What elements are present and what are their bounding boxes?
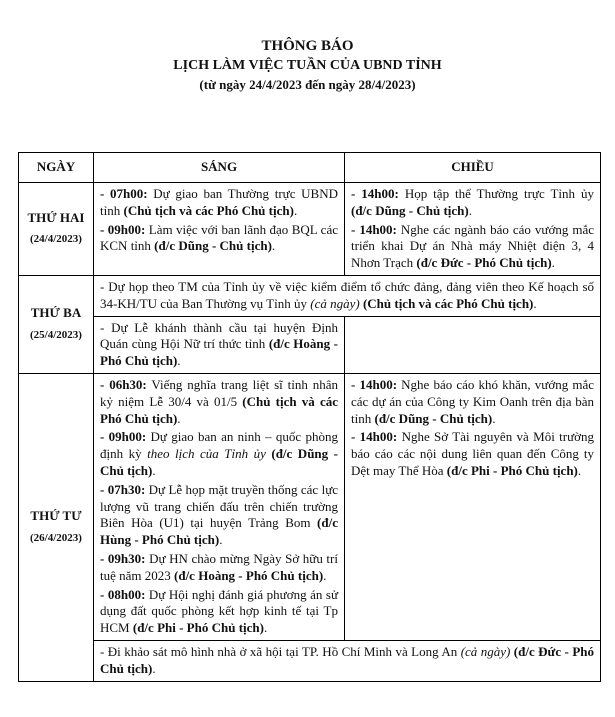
afternoon-cell (345, 183, 601, 276)
schedule-item: - Dự họp theo TM của Tỉnh ủy về việc kiểm điểm tổ chức đảng, đảng viên theo Kế hoạch số 34-KH/TU của Ban Thường vụ Tỉnh ủy (cả ngày) (Chủ tịch và các Phó Chủ tịch). (100, 278, 594, 311)
schedule-item: - 09h00: Làm việc với ban lãnh đạo BQL các KCN tỉnh (đ/c Dũng - Chủ tịch). (100, 221, 338, 254)
schedule-item: - 06h30: Viếng nghĩa trang liệt sĩ tỉnh nhân kỷ niệm Lễ 30/4 và 01/5 (Chủ tịch và các Phó Chủ tịch). (100, 376, 338, 426)
schedule-item: - 14h00: Nghe Sở Tài nguyên và Môi trường báo cáo các nội dung liên quan đến Công ty Dệt may Thể Hòa (đ/c Phi - Phó Chủ tịch). (351, 429, 594, 478)
schedule-item: - 14h00: Nghe các ngành báo cáo vướng mắc triển khai Dự án Nhà máy Nhiệt điện 3, 4 Nhơn Trạch (đ/c Đức - Phó Chủ tịch). (351, 221, 594, 271)
table-row-wednesday-full (19, 640, 601, 681)
column-header-morning: SÁNG (94, 153, 345, 183)
afternoon-cell (345, 316, 601, 373)
schedule-item: - 14h00: Nghe báo cáo khó khăn, vướng mắc các dự án của Công ty Kim Oanh trên địa bàn tỉnh (đ/c Dũng - Chủ tịch). (351, 376, 595, 426)
schedule-item: - 08h00: Dự Hội nghị đánh giá phương án sử dụng đất quốc phòng kết hợp kinh tế tại Tp HCM (đ/c Phi - Phó Chủ tịch). (100, 586, 338, 636)
day-name: THỨ HAI (27, 209, 85, 225)
afternoon-cell (345, 373, 601, 640)
full-day-cell (94, 275, 601, 316)
date-range: (từ ngày 24/4/2023 đến ngày 28/4/2023) (199, 77, 416, 92)
morning-cell (94, 373, 345, 640)
table-header-row (19, 153, 601, 183)
schedule-item: - 09h30: Dự HN chào mừng Ngày Sở hữu trí tuệ năm 2023 (đ/c Hoàng - Phó Chủ tịch). (100, 550, 338, 583)
table-row-tuesday (19, 316, 601, 373)
day-cell (19, 183, 94, 276)
schedule-item: - 14h00: Họp tập thể Thường trực Tỉnh ủy (đ/c Dũng - Chủ tịch). (351, 186, 594, 218)
day-cell (19, 275, 94, 373)
table-row-monday (19, 183, 601, 276)
day-name: THỨ TƯ (30, 507, 82, 523)
day-name: THỨ BA (30, 305, 82, 321)
day-cell (19, 373, 94, 681)
schedule-item: - Đi khảo sát mô hình nhà ở xã hội tại TP. Hồ Chí Minh và Long An (cả ngày) (đ/c Đức - Phó Chủ tịch). (100, 643, 594, 676)
day-date: (24/4/2023) (30, 233, 82, 246)
table-row-tuesday-full (19, 275, 601, 316)
column-header-day: NGÀY (19, 153, 94, 183)
day-date: (25/4/2023) (30, 328, 82, 341)
schedule-item: - 07h00: Dự giao ban Thường trực UBND tỉnh (Chủ tịch và các Phó Chủ tịch). (100, 186, 338, 218)
column-header-afternoon: CHIỀU (345, 153, 601, 183)
schedule-item: - Dự Lễ khánh thành cầu tại huyện Định Quán cùng Hội Nữ trí thức tỉnh (đ/c Hoàng - Phó Chủ tịch). (100, 319, 338, 369)
day-date: (26/4/2023) (30, 531, 82, 544)
morning-cell (94, 183, 345, 276)
table-row-wednesday (19, 373, 601, 640)
full-day-cell (94, 640, 601, 681)
schedule-item: - 07h30: Dự Lễ họp mặt truyền thống các lực lượng vũ trang chiến đấu trên chiến trường Biên Hòa (U1) tại huyện Trảng Bom (đ/c Hùng - Phó Chủ tịch). (100, 481, 339, 548)
document-title: THÔNG BÁO (261, 38, 354, 54)
schedule-item: - 09h00: Dự giao ban an ninh – quốc phòng định kỳ theo lịch của Tỉnh ủy (đ/c Dũng - Chủ tịch). (100, 429, 338, 478)
document-subtitle: LỊCH LÀM VIỆC TUẦN CỦA UBND TỈNH (173, 58, 442, 73)
morning-cell (94, 316, 345, 373)
schedule-table (18, 152, 601, 682)
